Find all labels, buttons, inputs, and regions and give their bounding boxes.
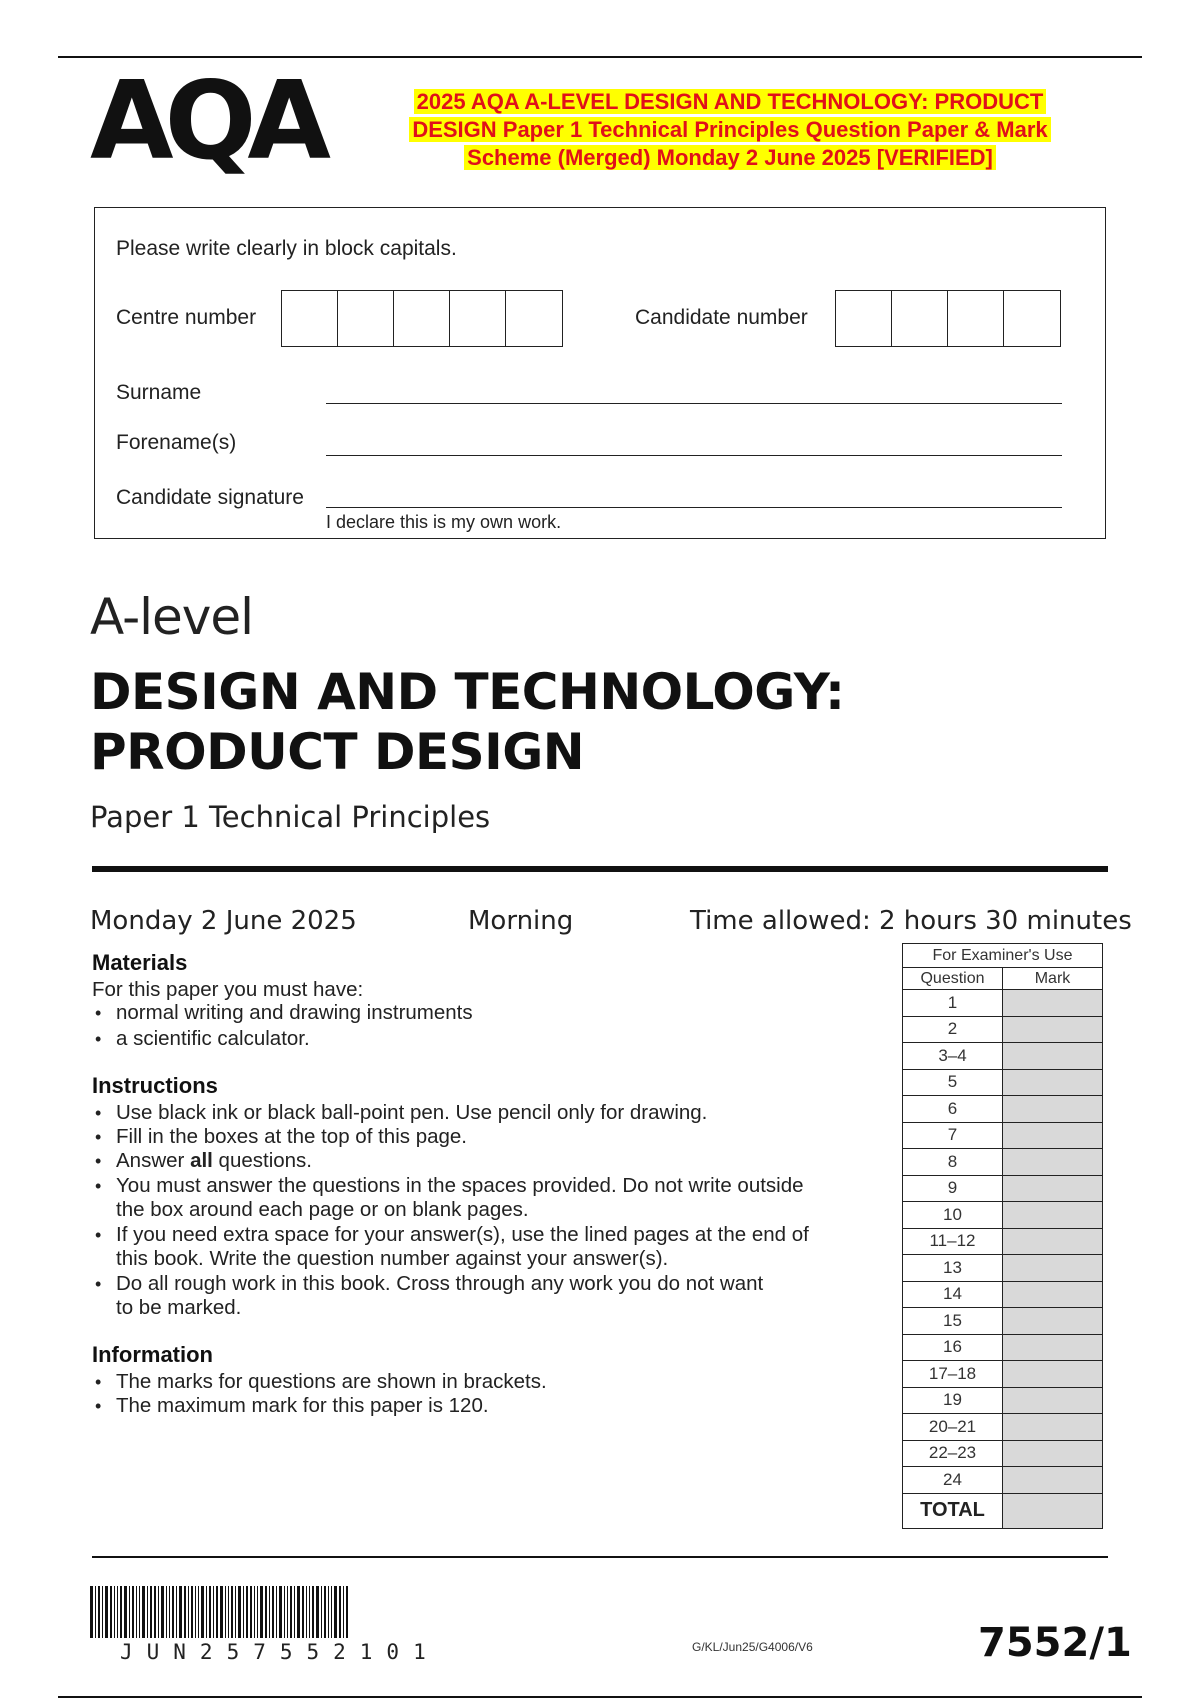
list-item <box>92 1174 892 1222</box>
question-number-cell: 16 <box>903 1334 1003 1361</box>
exam-date: Monday 2 June 2025 <box>90 906 357 936</box>
total-label: TOTAL <box>903 1493 1003 1528</box>
highlighted-title-line: 2025 AQA A-LEVEL DESIGN AND TECHNOLOGY: PRODUCT <box>414 89 1047 114</box>
mark-cell <box>1003 1122 1103 1149</box>
barcode-bar <box>172 1586 174 1638</box>
barcode-bar <box>176 1586 177 1638</box>
top-rule <box>58 56 1142 58</box>
information-list <box>92 1370 812 1418</box>
barcode-bar <box>147 1586 148 1638</box>
barcode-bar <box>184 1586 186 1638</box>
barcode-bar <box>246 1586 248 1638</box>
highlighted-title-line: Scheme (Merged) Monday 2 June 2025 [VERIFIED] <box>464 145 996 170</box>
list-item: • Fill in the boxes at the top of this page. <box>92 1125 892 1149</box>
document-reference: G/KL/Jun25/G4006/V6 <box>692 1640 813 1654</box>
list-item-line: the box around each page or on blank pages. <box>116 1198 529 1221</box>
barcode-bar <box>328 1586 329 1638</box>
mark-cell <box>1003 1096 1103 1123</box>
question-number-cell: 13 <box>903 1255 1003 1282</box>
centre-number-boxes[interactable] <box>281 290 563 347</box>
list-item: • The marks for questions are shown in brackets. <box>92 1370 812 1394</box>
question-number-cell: 10 <box>903 1202 1003 1229</box>
barcode-bar <box>150 1586 152 1638</box>
barcode-bar <box>117 1586 118 1638</box>
mark-cell <box>1003 1308 1103 1335</box>
question-number-cell: 3–4 <box>903 1043 1003 1070</box>
barcode-bar <box>238 1586 241 1638</box>
barcode-bar <box>188 1586 189 1638</box>
barcode-bar <box>294 1586 295 1638</box>
mark-cell <box>1003 1255 1103 1282</box>
list-item-line: You must answer the questions in the spaces provided. Do not write outside <box>116 1174 804 1197</box>
bottom-rule <box>58 1696 1142 1698</box>
candidate-number-label: Candidate number <box>635 306 808 329</box>
barcode-bar <box>198 1586 199 1638</box>
barcode-bar <box>206 1586 207 1638</box>
table-row <box>903 1016 1103 1043</box>
candidate-number-cell[interactable] <box>1004 291 1060 346</box>
table-row <box>903 990 1103 1017</box>
mark-cell <box>1003 1467 1103 1494</box>
barcode-bar <box>306 1586 307 1638</box>
barcode-bar <box>95 1586 96 1638</box>
table-row <box>903 1308 1103 1335</box>
list-item-line: to be marked. <box>116 1296 242 1319</box>
mark-cell <box>1003 1043 1103 1070</box>
question-number-cell: 11–12 <box>903 1228 1003 1255</box>
barcode-bar <box>276 1586 277 1638</box>
question-number-cell: 5 <box>903 1069 1003 1096</box>
table-row <box>903 1255 1103 1282</box>
question-number-cell: 24 <box>903 1467 1003 1494</box>
aqa-logo: AQA <box>90 59 322 184</box>
barcode-bar <box>220 1586 223 1638</box>
barcode-bar <box>158 1586 159 1638</box>
subject-title <box>90 662 845 782</box>
table-row <box>903 1202 1103 1229</box>
qualification-level: A-level <box>90 588 254 646</box>
declaration-text: I declare this is my own work. <box>326 512 562 532</box>
title-rule <box>92 866 1108 872</box>
table-row <box>903 1228 1103 1255</box>
barcode-bar <box>339 1586 341 1638</box>
materials-heading: Materials <box>92 950 188 975</box>
surname-label: Surname <box>116 381 202 404</box>
barcode-bar <box>260 1586 263 1638</box>
table-row <box>903 1334 1103 1361</box>
table-row <box>903 1361 1103 1388</box>
candidate-number-boxes[interactable] <box>835 290 1061 347</box>
barcode-bar <box>209 1586 211 1638</box>
exam-session: Morning <box>468 906 574 936</box>
table-row <box>903 1440 1103 1467</box>
forenames-label: Forename(s) <box>116 431 237 454</box>
table-row <box>903 1069 1103 1096</box>
barcode-bar <box>243 1586 244 1638</box>
list-item: • a scientific calculator. <box>92 1027 812 1051</box>
question-number-cell: 9 <box>903 1175 1003 1202</box>
total-mark-cell <box>1003 1493 1103 1528</box>
subject-title-line: PRODUCT DESIGN <box>90 723 585 781</box>
question-number-cell: 15 <box>903 1308 1003 1335</box>
signature-field[interactable] <box>326 507 1062 508</box>
table-row <box>903 1149 1103 1176</box>
centre-number-cell[interactable] <box>450 291 506 346</box>
question-number-cell: 14 <box>903 1281 1003 1308</box>
barcode-bar <box>297 1586 300 1638</box>
mark-cell <box>1003 1334 1103 1361</box>
barcode-bar <box>124 1586 127 1638</box>
barcode-bar <box>102 1586 103 1638</box>
barcode-bar <box>265 1586 267 1638</box>
list-item-line: If you need extra space for your answer(s), use the lined pages at the end of <box>116 1223 809 1246</box>
table-row <box>903 1175 1103 1202</box>
question-number-cell: 17–18 <box>903 1361 1003 1388</box>
mark-cell <box>1003 1228 1103 1255</box>
time-allowed: Time allowed: 2 hours 30 minutes <box>690 906 1132 936</box>
list-item: • Use black ink or black ball-point pen. Use pencil only for drawing. <box>92 1101 892 1125</box>
candidate-number-cell[interactable] <box>836 291 892 346</box>
examiners-use-title: For Examiner's Use <box>903 944 1103 968</box>
examiners-use-table <box>902 943 1103 1529</box>
barcode-bar <box>139 1586 140 1638</box>
emphasis-text: all <box>190 1149 213 1172</box>
subject-title-line: DESIGN AND TECHNOLOGY: <box>90 663 845 721</box>
barcode-bar <box>98 1586 100 1638</box>
barcode-text: JUN257552101 <box>120 1640 440 1664</box>
mark-cell <box>1003 1440 1103 1467</box>
barcode-bar <box>166 1586 167 1638</box>
examiners-use-rows <box>903 990 1103 1494</box>
barcode-bar <box>321 1586 322 1638</box>
candidate-number-cell[interactable] <box>892 291 948 346</box>
barcode <box>90 1586 474 1638</box>
mark-cell <box>1003 1175 1103 1202</box>
signature-label: Candidate signature <box>116 486 304 509</box>
question-number-cell: 6 <box>903 1096 1003 1123</box>
list-item-line: this book. Write the question number against your answer(s). <box>116 1247 669 1270</box>
barcode-bar <box>154 1586 156 1638</box>
forenames-field[interactable] <box>326 455 1062 456</box>
table-row <box>903 1387 1103 1414</box>
surname-field[interactable] <box>326 403 1062 404</box>
centre-number-cell[interactable] <box>394 291 450 346</box>
centre-number-cell[interactable] <box>282 291 338 346</box>
list-item <box>92 1272 892 1320</box>
barcode-bar <box>254 1586 255 1638</box>
paper-title: Paper 1 Technical Principles <box>90 800 491 834</box>
barcode-bar <box>136 1586 137 1638</box>
mark-cell <box>1003 1149 1103 1176</box>
mark-cell <box>1003 1361 1103 1388</box>
mark-cell <box>1003 1202 1103 1229</box>
information-heading: Information <box>92 1342 213 1367</box>
list-item <box>92 1223 892 1271</box>
barcode-bar <box>120 1586 122 1638</box>
barcode-bar <box>161 1586 164 1638</box>
barcode-bar <box>231 1586 233 1638</box>
question-column-header: Question <box>903 968 1003 990</box>
barcode-bar <box>269 1586 270 1638</box>
barcode-bar <box>129 1586 130 1638</box>
barcode-bar <box>142 1586 145 1638</box>
mark-column-header: Mark <box>1003 968 1103 990</box>
barcode-bar <box>346 1586 348 1638</box>
barcode-bar <box>195 1586 196 1638</box>
centre-number-cell[interactable] <box>506 291 562 346</box>
list-item: • normal writing and drawing instruments <box>92 1001 812 1025</box>
barcode-bar <box>228 1586 229 1638</box>
mark-cell <box>1003 1387 1103 1414</box>
list-item-text: questions. <box>212 1149 313 1172</box>
instructions-heading: Instructions <box>92 1073 218 1098</box>
mark-cell <box>1003 1016 1103 1043</box>
list-item-text: Answer <box>116 1149 191 1172</box>
barcode-bar <box>90 1586 93 1638</box>
barcode-bar <box>235 1586 236 1638</box>
table-row <box>903 1096 1103 1123</box>
table-row <box>903 1281 1103 1308</box>
barcode-bar <box>309 1586 310 1638</box>
question-number-cell: 2 <box>903 1016 1003 1043</box>
materials-intro: For this paper you must have: <box>92 978 364 1001</box>
block-capitals-instruction: Please write clearly in block capitals. <box>116 237 457 260</box>
barcode-bar <box>169 1586 170 1638</box>
barcode-bar <box>334 1586 337 1638</box>
barcode-bar <box>343 1586 344 1638</box>
candidate-number-cell[interactable] <box>948 291 1004 346</box>
highlighted-title-line: DESIGN Paper 1 Technical Principles Question Paper & Mark <box>409 117 1050 142</box>
centre-number-label: Centre number <box>116 306 257 329</box>
barcode-bar <box>257 1586 258 1638</box>
question-number-cell: 8 <box>903 1149 1003 1176</box>
question-number-cell: 22–23 <box>903 1440 1003 1467</box>
highlighted-document-title <box>372 88 1088 172</box>
barcode-bar <box>279 1586 282 1638</box>
table-row <box>903 1122 1103 1149</box>
barcode-bar <box>191 1586 193 1638</box>
table-row <box>903 1414 1103 1441</box>
barcode-bar <box>110 1586 112 1638</box>
barcode-bar <box>312 1586 314 1638</box>
barcode-bar <box>213 1586 214 1638</box>
barcode-bar <box>225 1586 226 1638</box>
barcode-bar <box>331 1586 332 1638</box>
barcode-bar <box>179 1586 182 1638</box>
list-item: • The maximum mark for this paper is 120. <box>92 1394 812 1418</box>
instructions-list <box>92 1101 892 1320</box>
footer-rule <box>92 1556 1108 1558</box>
barcode-bar <box>105 1586 108 1638</box>
paper-code: 7552/1 <box>978 1620 1132 1666</box>
question-number-cell: 19 <box>903 1387 1003 1414</box>
barcode-bar <box>201 1586 204 1638</box>
barcode-bar <box>287 1586 288 1638</box>
barcode-bar <box>316 1586 319 1638</box>
list-item-line: Do all rough work in this book. Cross through any work you do not want <box>116 1272 764 1295</box>
barcode-bar <box>324 1586 326 1638</box>
centre-number-cell[interactable] <box>338 291 394 346</box>
table-row <box>903 1043 1103 1070</box>
barcode-bar <box>132 1586 134 1638</box>
mark-cell <box>1003 1281 1103 1308</box>
table-row <box>903 1467 1103 1494</box>
materials-list <box>92 1001 812 1051</box>
list-item <box>92 1149 892 1173</box>
question-number-cell: 20–21 <box>903 1414 1003 1441</box>
mark-cell <box>1003 1414 1103 1441</box>
barcode-bar <box>114 1586 115 1638</box>
barcode-bar <box>302 1586 304 1638</box>
mark-cell <box>1003 1069 1103 1096</box>
mark-cell <box>1003 990 1103 1017</box>
barcode-bar <box>272 1586 274 1638</box>
question-number-cell: 1 <box>903 990 1003 1017</box>
question-number-cell: 7 <box>903 1122 1003 1149</box>
barcode-bar <box>216 1586 218 1638</box>
barcode-bar <box>290 1586 292 1638</box>
barcode-bar <box>250 1586 252 1638</box>
barcode-bar <box>284 1586 285 1638</box>
